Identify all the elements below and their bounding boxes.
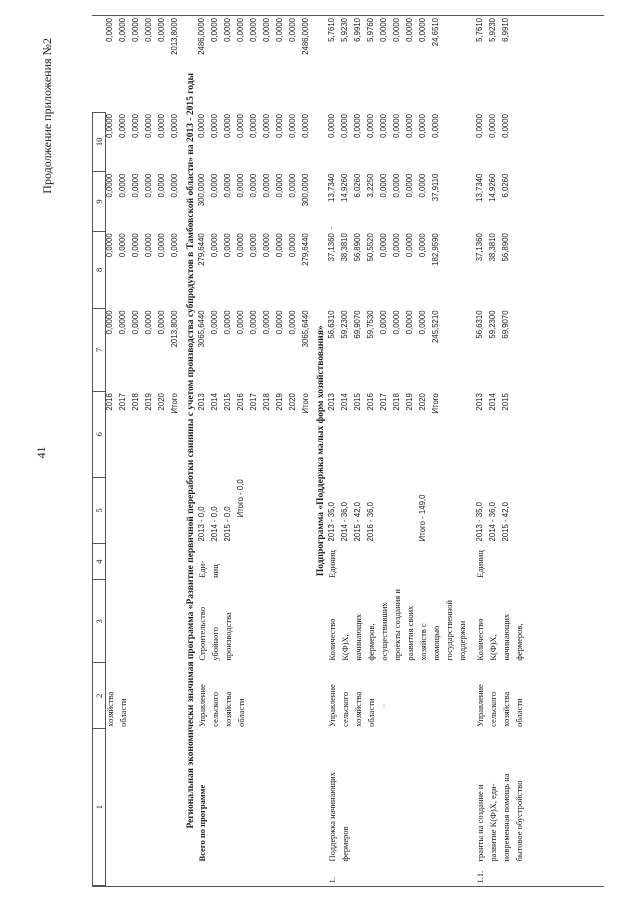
cell-line: области <box>365 698 376 727</box>
cell-line: К(Ф)Х, <box>339 634 350 661</box>
cell-line: убойного <box>209 627 220 661</box>
cell-line: 2014 - 36,0 <box>487 502 497 542</box>
cell-line: 0,0000 <box>378 18 388 42</box>
cell-line: сельского <box>209 691 220 727</box>
cell-line: 2016 <box>235 393 245 411</box>
item-number: 1.1. <box>474 870 485 884</box>
cell-line: 0,0000 <box>404 310 414 335</box>
unit <box>106 543 187 579</box>
cell-line: 0,0000 <box>222 310 232 335</box>
column-number: 9 <box>93 172 106 232</box>
cell-line: Количество <box>474 618 485 661</box>
cell-line: 0,0000 <box>144 310 153 335</box>
column-number: 8 <box>93 231 106 308</box>
cell-line: 37,9110 <box>430 173 440 202</box>
cell-line: 0,0000 <box>274 310 284 335</box>
cell-line: 0,0000 <box>500 114 510 138</box>
cell-line: 0,0000 <box>131 173 140 198</box>
cell-line: 0,0000 <box>248 18 258 42</box>
cell-line: 0,0000 <box>157 310 166 335</box>
cell-line: 0,0000 <box>417 173 427 198</box>
amount-c8 <box>106 172 187 232</box>
cell-line: 2017 <box>118 393 127 411</box>
executor <box>328 663 476 729</box>
cell-line: 0,0000 <box>170 233 179 258</box>
cell-line: 6,9910 <box>500 18 510 42</box>
cell-line: 0,0000 <box>404 18 414 42</box>
cell-line: 0,0000 <box>287 310 297 335</box>
cell-line: Итого <box>170 393 179 414</box>
cell-line: 0,0000 <box>235 114 245 138</box>
cell-line: 2015 - 0,0 <box>222 506 232 542</box>
program-title-text: Региональная экономически значимая программа «Развитие первичной переработки свинины с учетом производства субпродуктов в Тамбовской области» на 2013 - 2015 годы <box>186 72 196 829</box>
cell-line: 0,0000 <box>474 114 484 138</box>
cell-line: 0,0000 <box>131 310 140 335</box>
cell-line: хозяйств с <box>417 623 428 661</box>
cell-line: 0,0000 <box>235 233 245 258</box>
cell-line <box>380 479 393 541</box>
cell-line: 0,0000 <box>156 18 166 42</box>
cell-line: 0,0000 <box>261 18 271 42</box>
cell-line: 2014 - 36,0 <box>339 502 349 542</box>
cell-line: 2020 <box>157 393 166 411</box>
cell-line: 0,0000 <box>222 173 232 198</box>
cell-line: 2014 <box>209 393 219 411</box>
cell-line: 0,0000 <box>118 233 127 258</box>
cell-line: 0,0000 <box>378 114 388 138</box>
amount-c6 <box>476 308 536 391</box>
cell-line: 2020 <box>417 393 427 411</box>
cell-line: 6,0260 <box>500 173 510 198</box>
cell-line: 69,9070 <box>500 310 510 339</box>
cell-line: 2018 <box>261 393 271 411</box>
cell-line: 0,0000 <box>131 233 140 258</box>
cell-line: 2019 <box>404 393 414 411</box>
cell-line: 0,0000 <box>274 114 284 138</box>
column-number: 10 <box>93 112 106 172</box>
cell-line: развитие К(Ф)Х, еди- <box>487 783 498 862</box>
cell-line: 0,0000 <box>222 114 232 138</box>
unit: Единиц <box>326 550 337 578</box>
cell-line: 0,0000 <box>487 114 497 138</box>
cell-line: 0,0000 <box>222 18 232 42</box>
cell-line: 2015 - 42,0 <box>500 502 510 542</box>
amount-c9 <box>328 112 476 172</box>
amount-c7 <box>328 231 476 308</box>
cell-line: 2019 <box>144 393 153 411</box>
target-total: Итого - 0,0 <box>235 479 245 518</box>
cell-line: 0,0000 <box>261 173 271 198</box>
cell-line: Управление <box>326 684 337 727</box>
cell-line: 2018 <box>391 393 401 411</box>
cell-line: 2019 <box>274 393 284 411</box>
amount-c6 <box>106 308 187 391</box>
cell-line: 59,2300 <box>339 310 349 339</box>
cell-line: 0,0000 <box>117 18 127 42</box>
column-number: 5 <box>93 477 106 543</box>
budget-table <box>92 16 536 886</box>
amount-c9 <box>198 112 316 172</box>
cell-line: 0,0000 <box>417 310 427 335</box>
cell-line: 0,0000 <box>209 173 219 198</box>
cell-line: 2014 <box>487 393 497 411</box>
cell-line: 2016 <box>105 393 114 411</box>
cell-line: 0,0000 <box>235 310 245 335</box>
cell-line: фермеров, <box>513 623 524 661</box>
column-number-row <box>93 16 106 886</box>
cell-line: 2013 <box>326 393 336 411</box>
cell-line: 0,0000 <box>261 114 271 138</box>
cell-line: К(Ф)Х, <box>487 634 498 661</box>
cell-line: 6,0260 <box>352 173 362 198</box>
target-values <box>476 477 536 543</box>
cell-line: 0,0000 <box>104 18 114 42</box>
subprogram-title-text: Подпрограмма «Поддержка малых форм хозяйствования» <box>315 325 326 577</box>
subprogram-title <box>316 16 328 886</box>
item-number <box>106 863 187 885</box>
cell-line: 2013,8000 <box>169 18 179 55</box>
cell-line: 0,0000 <box>404 173 414 198</box>
cell-line: 2013 <box>474 393 484 411</box>
cell-line: 0,0000 <box>105 173 114 198</box>
cell-line: сельского <box>487 691 498 727</box>
cell-line: хозяйства <box>500 691 511 727</box>
indicator <box>328 580 476 663</box>
cell-line: 0,0000 <box>130 18 140 42</box>
cell-line: 2016 - 36,0 <box>365 502 375 542</box>
cell-line: 2013 - 35,0 <box>474 502 484 542</box>
amount-c9 <box>106 112 187 172</box>
cell-line: 2015 <box>352 393 362 411</box>
cell-line: 0,0000 <box>300 114 310 138</box>
cell-line: 0,0000 <box>404 233 414 258</box>
item-number <box>198 863 316 885</box>
indicator <box>476 580 536 663</box>
cell-line: сельского <box>339 691 350 727</box>
cell-line: области <box>235 698 246 727</box>
cell-line: производства <box>222 612 233 661</box>
cell-line: 0,0000 <box>222 233 232 258</box>
cell-line: 2018 <box>131 393 140 411</box>
cell-line: 2013 - 35,0 <box>326 502 336 542</box>
page-number: 41 <box>34 446 48 459</box>
document-table-frame <box>92 15 604 887</box>
cell-line: 0,0000 <box>274 233 284 258</box>
cell-line: начинающих <box>500 613 511 661</box>
unit: Единиц <box>474 550 485 578</box>
cell-line: 38,3810 <box>339 233 349 262</box>
cell-line: 0,0000 <box>248 173 258 198</box>
continuation-rows <box>106 16 187 886</box>
cell-line: 0,0000 <box>170 173 179 198</box>
cell-line: 0,0000 <box>170 114 179 138</box>
cell-line: 0,0000 <box>417 114 427 138</box>
target-values <box>106 477 187 543</box>
cell-line: 14,9260 <box>487 173 497 202</box>
block-1-1-row <box>476 16 536 886</box>
cell-line: 0,0000 <box>209 233 219 258</box>
cell-line: осуществивших <box>378 602 389 661</box>
cell-line: 0,0000 <box>131 114 140 138</box>
cell-line: 0,0000 <box>378 310 388 335</box>
cell-line: 0,0000 <box>339 114 349 138</box>
cell-line: 0,0000 <box>391 310 401 335</box>
cell-line: 300,0000 <box>196 173 206 207</box>
cell-line: 0,0000 <box>235 18 245 42</box>
cell-line: 0,0000 <box>118 114 127 138</box>
cell-line: 2015 <box>500 393 510 411</box>
cell-line: 0,0000 <box>118 310 127 335</box>
cell-line: 0,0000 <box>378 233 388 258</box>
cell-line: 0,0000 <box>287 114 297 138</box>
indicator <box>198 580 316 663</box>
cell-line: Итого <box>430 393 440 414</box>
cell-line: 0,0000 <box>261 310 271 335</box>
page-header <box>0 0 70 905</box>
cell-line: начинающих <box>352 613 363 661</box>
cell-line: 0,0000 <box>417 233 427 258</box>
target-values <box>198 477 316 543</box>
cell-line: 2015 - 42,0 <box>352 502 362 542</box>
column-number: 3 <box>93 580 106 663</box>
cell-line: 0,0000 <box>365 114 375 138</box>
executor <box>476 663 536 729</box>
cell-line: 0,0000 <box>209 310 219 335</box>
cell-line: 0,0000 <box>105 233 114 258</box>
cell-line: 13,7340 <box>474 173 484 202</box>
cell-line: 69,9070 <box>352 310 362 339</box>
cell-line: 0,0000 <box>248 114 258 138</box>
cell-line: 0,0000 <box>417 18 427 42</box>
years <box>106 391 187 477</box>
cell-line: 279,6440 <box>300 233 310 266</box>
cell-line: фермеров, <box>365 623 376 661</box>
cell-line: 37,1360 <box>326 233 336 262</box>
cell-line: 2020 <box>287 393 297 411</box>
cell-line: 2016 <box>365 393 375 411</box>
cell-line: 0,0000 <box>287 233 297 258</box>
executor-mark: · <box>378 703 389 707</box>
column-number: 7 <box>93 308 106 391</box>
cell-line: 182,9590 <box>430 233 440 266</box>
cell-line: 59,2300 <box>487 310 497 339</box>
item-name <box>328 729 476 864</box>
cell-line: 0,0000 <box>157 233 166 258</box>
cell-line: хозяйства <box>352 691 363 727</box>
cell-line: области <box>118 698 128 727</box>
unit <box>198 543 316 579</box>
cell-line: 5,9760 <box>365 18 375 42</box>
amount-c9 <box>476 112 536 172</box>
cell-line: 0,0000 <box>144 114 153 138</box>
cell-line: 0,0000 <box>287 173 297 198</box>
cell-line: 37,1360 <box>474 233 484 262</box>
item-number: 1. <box>326 877 337 884</box>
cell-line: 24,6510 <box>430 18 440 47</box>
cell-line: 0,0000 <box>248 310 258 335</box>
cell-line: 0,0000 <box>144 173 153 198</box>
cell-line: 0,0000 <box>118 173 127 198</box>
cell-line: 0,0000 <box>196 114 206 138</box>
cell-line: 0,0000 <box>378 173 388 198</box>
cell-line: 14,9260 <box>339 173 349 202</box>
column-number: 1 <box>93 729 106 886</box>
indicator <box>106 580 187 663</box>
amount-c6 <box>198 308 316 391</box>
cell-line: 0,0000 <box>144 233 153 258</box>
cell-line: хозяйства <box>105 691 115 727</box>
item-name <box>476 729 536 864</box>
amount-c6 <box>328 308 476 391</box>
cell-line: 0,0000 <box>209 18 219 42</box>
cell-line: хозяйства <box>222 691 233 727</box>
executor <box>198 663 316 729</box>
cell-line: государственной <box>443 600 454 661</box>
cell-line: 0,0000 <box>157 114 166 138</box>
cell-line: Количество <box>326 618 337 661</box>
cell-line: Итого - 149,0 <box>417 494 427 542</box>
amount-c10 <box>476 16 536 112</box>
cell-line: 0,0000 <box>274 18 284 42</box>
cell-line: 0,0000 <box>404 114 414 138</box>
cell-line: 0,0000 <box>274 173 284 198</box>
cell-line: Итого <box>300 393 310 414</box>
cell-line: 56,6310 <box>326 310 336 339</box>
cell-line: 2014 <box>339 393 349 411</box>
cell-line: 0,0000 <box>430 114 440 138</box>
appendix-note: Продолжение приложения №2 <box>40 38 54 194</box>
cell-line: Поддержка начинающих <box>326 772 337 862</box>
cell-line: 245,5210 <box>430 310 440 343</box>
cell-line: 300,0000 <box>300 173 310 207</box>
program-total-row <box>198 16 316 886</box>
cell-line: 5,7610 <box>326 18 336 42</box>
target-values <box>328 477 476 543</box>
cell-line: 2014 - 0,0 <box>209 506 219 542</box>
cell-line: 56,6310 <box>474 310 484 339</box>
cell-line: 0,0000 <box>143 18 153 42</box>
block-1-row <box>328 16 476 886</box>
amount-c7 <box>476 231 536 308</box>
cell-line: фермеров <box>339 826 350 862</box>
cell-line: 0,0000 <box>391 233 401 258</box>
column-number: 6 <box>93 391 106 477</box>
cell-line: 38,3810 <box>487 233 497 262</box>
cell-line: ниц <box>209 564 220 578</box>
amount-c10 <box>198 16 316 112</box>
cell-line: 0,0000 <box>287 18 297 42</box>
cell-line: 2013 <box>196 393 206 411</box>
cell-line: 2486,0000 <box>196 18 206 55</box>
cell-line: 0,0000 <box>105 114 114 138</box>
cell-line: 6,9910 <box>352 18 362 42</box>
amount-c7 <box>198 231 316 308</box>
cell-line: 5,9230 <box>487 18 497 42</box>
cell-line: 0,0000 <box>261 233 271 258</box>
cell-line: 3065,6440 <box>300 310 310 348</box>
column-number: 4 <box>93 543 106 579</box>
cell-line: развития своих <box>404 605 415 661</box>
cell-line: 0,0000 <box>235 173 245 198</box>
cell-line: 0,0000 <box>105 310 114 335</box>
cell-line: новременная помощь на <box>500 773 511 862</box>
cell-line: области <box>513 698 524 727</box>
cell-line: гранты на создание и <box>474 784 485 862</box>
amount-c10 <box>328 16 476 112</box>
years <box>476 391 536 477</box>
cell-line: Строительство <box>196 606 207 661</box>
cell-line: 2017 <box>248 393 258 411</box>
years <box>198 391 316 477</box>
cell-line: 3065,6440 <box>196 310 206 348</box>
cell-line: 2015 <box>222 393 232 411</box>
executor <box>106 663 187 729</box>
cell-line: 0,0000 <box>157 173 166 198</box>
cell-line: 2017 <box>378 393 388 411</box>
cell-line: 279,6440 <box>196 233 206 266</box>
cell-line: 56,8900 <box>352 233 362 262</box>
cell-line: 59,7530 <box>365 310 375 339</box>
cell-line: 0,0000 <box>209 114 219 138</box>
cell-line: 13,7340 <box>326 173 336 202</box>
cell-line: проекты создания и <box>391 589 402 661</box>
item-name <box>106 729 187 864</box>
cell-line: 2013 - 0,0 <box>196 506 206 542</box>
cell-line: Еди- <box>196 560 207 578</box>
cell-line: Управление <box>474 684 485 727</box>
program-title <box>186 16 198 886</box>
cell-line: 0,0000 <box>352 114 362 138</box>
cell-line: поддержки <box>456 620 467 661</box>
cell-line: 5,9230 <box>339 18 349 42</box>
cell-line: 0,0000 <box>248 233 258 258</box>
amount-c7 <box>106 231 187 308</box>
cell-line <box>393 479 406 541</box>
cell-line: 2013,8000 <box>170 310 179 348</box>
cell-line: Управление <box>196 684 207 727</box>
years <box>328 391 476 477</box>
cell-line: 0,0000 <box>391 173 401 198</box>
amount-c8 <box>476 172 536 232</box>
cell-line: 3,2250 <box>365 173 375 198</box>
cell-line: 0,0000 <box>326 114 336 138</box>
cell-line <box>406 479 419 541</box>
cell-line: 56,8900 <box>500 233 510 262</box>
cell-line: бытовое обустройство <box>513 780 524 862</box>
amount-c8 <box>328 172 476 232</box>
cell-line: 0,0000 <box>391 18 401 42</box>
cell-line: 50,5520 <box>365 233 375 262</box>
item-name: Всего по программе <box>196 784 207 862</box>
cell-line: 0,0000 <box>391 114 401 138</box>
c8-mark: · <box>326 226 336 230</box>
cell-line: помощью <box>430 625 441 661</box>
amount-c8 <box>198 172 316 232</box>
column-number: 2 <box>93 663 106 729</box>
cell-line: 5,7610 <box>474 18 484 42</box>
amount-c10 <box>106 16 187 112</box>
cell-line: 2486,0000 <box>300 18 310 55</box>
